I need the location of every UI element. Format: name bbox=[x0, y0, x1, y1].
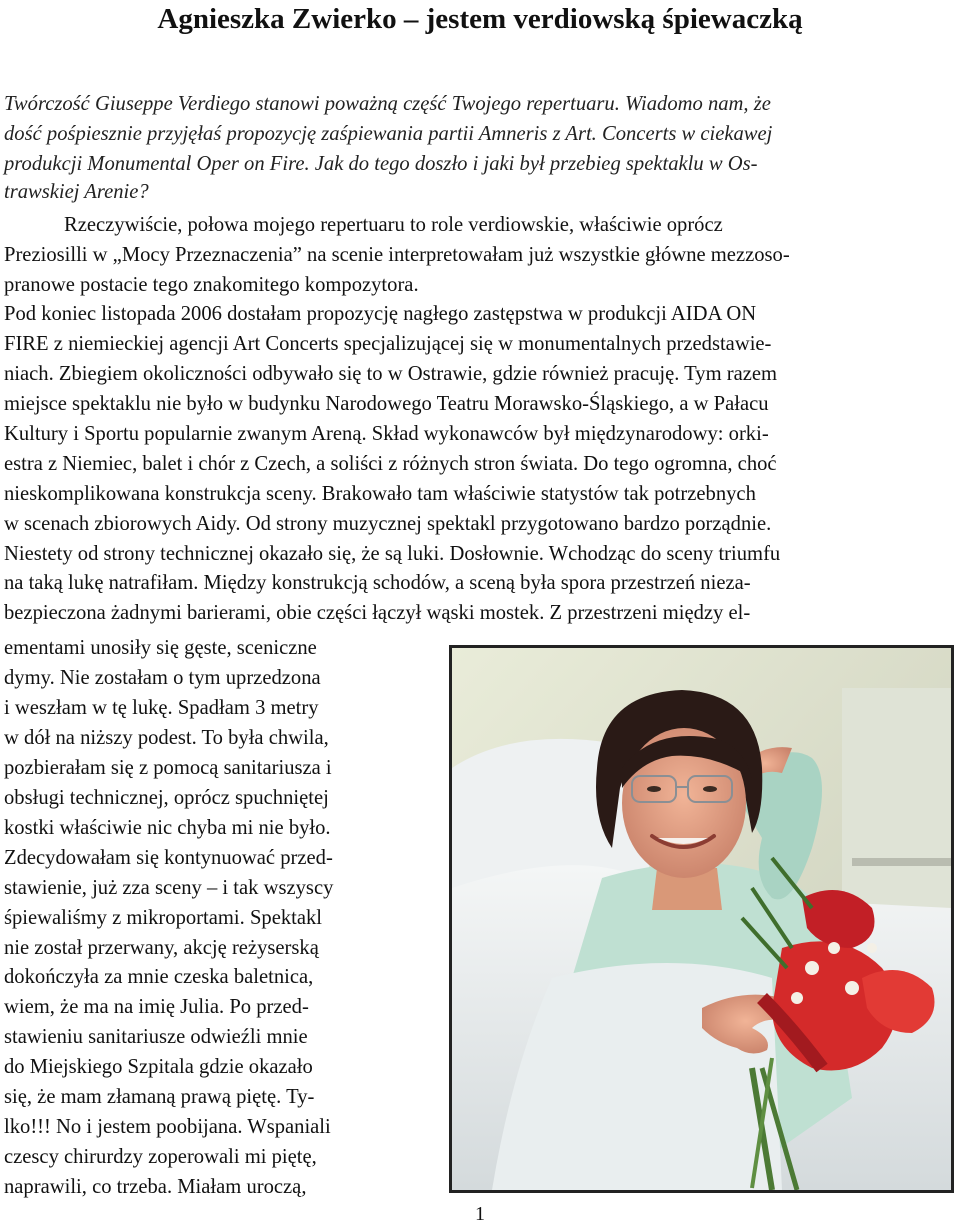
column-line: się, że mam złamaną prawą piętę. Ty- bbox=[4, 1086, 315, 1108]
column-line: stawienie, już zza sceny – i tak wszyscy bbox=[4, 877, 334, 899]
column-line: stawieniu sanitariusze odwieźli mnie bbox=[4, 1026, 308, 1048]
answer-line: Kultury i Sportu popularnie zwanym Areną. Skład wykonawców był międzynarodowy: orki- bbox=[4, 423, 769, 445]
photo-woman-in-hospital-bed bbox=[449, 645, 954, 1193]
column-line: śpiewaliśmy z mikroportami. Spektakl bbox=[4, 907, 323, 929]
answer-line: Pod koniec listopada 2006 dostałam propozycję nagłego zastępstwa w produkcji AIDA ON bbox=[4, 303, 757, 325]
answer-line: pranowe postacie tego znakomitego kompozytora. bbox=[4, 274, 419, 296]
column-line: w dół na niższy podest. To była chwila, bbox=[4, 727, 329, 749]
answer-line: miejsce spektaklu nie było w budynku Narodowego Teatru Morawsko-Śląskiego, a w Pałacu bbox=[4, 393, 769, 415]
column-line: kostki właściwie nic chyba mi nie było. bbox=[4, 817, 331, 839]
question-line: produkcji Monumental Oper on Fire. Jak do tego doszło i jaki był przebieg spektaklu w Os- bbox=[4, 153, 758, 175]
answer-line: estra z Niemiec, balet i chór z Czech, a soliści z różnych stron świata. Do tego ogromna, choć bbox=[4, 453, 777, 475]
answer-line: w scenach zbiorowych Aidy. Od strony muzycznej spektakl przygotowano bardzo porządnie. bbox=[4, 513, 772, 535]
column-line: Zdecydowałam się kontynuować przed- bbox=[4, 847, 333, 869]
answer-line: bezpieczona żadnymi barierami, obie części łączył wąski mostek. Z przestrzeni między el- bbox=[4, 602, 751, 624]
question-line: dość pośpiesznie przyjęłaś propozycję zaśpiewania partii Amneris z Art. Concerts w ciekawej bbox=[4, 123, 773, 145]
column-line: dokończyła za mnie czeska baletnica, bbox=[4, 966, 314, 988]
column-line: ementami unosiły się gęste, sceniczne bbox=[4, 637, 317, 659]
answer-line: na taką lukę natrafiłam. Między konstrukcją schodów, a sceną była spora przestrzeń nieza- bbox=[4, 572, 751, 594]
question-line: Twórczość Giuseppe Verdiego stanowi poważną część Twojego repertuaru. Wiadomo nam, że bbox=[4, 93, 771, 115]
column-line: pozbierałam się z pomocą sanitariusza i bbox=[4, 757, 332, 779]
page-number: 1 bbox=[475, 1203, 485, 1225]
column-line: nie został przerwany, akcję reżyserską bbox=[4, 937, 319, 959]
answer-line: Rzeczywiście, połowa mojego repertuaru to role verdiowskie, właściwie oprócz bbox=[64, 214, 723, 236]
article-title: Agnieszka Zwierko – jestem verdiowską śpiewaczką bbox=[157, 3, 803, 35]
answer-line: Preziosilli w „Mocy Przeznaczenia” na scenie interpretowałam już wszystkie główne mezzoso- bbox=[4, 244, 790, 266]
column-line: wiem, że ma na imię Julia. Po przed- bbox=[4, 996, 309, 1018]
column-line: dymy. Nie zostałam o tym uprzedzona bbox=[4, 667, 321, 689]
answer-line: niach. Zbiegiem okoliczności odbywało się to w Ostrawie, gdzie również pracuję. Tym razem bbox=[4, 363, 778, 385]
column-line: do Miejskiego Szpitala gdzie okazało bbox=[4, 1056, 313, 1078]
answer-line: Niestety od strony technicznej okazało się, że są luki. Dosłownie. Wchodząc do sceny triumfu bbox=[4, 543, 781, 565]
photo-illustration bbox=[452, 648, 951, 1190]
column-line: lko!!! No i jestem poobijana. Wspaniali bbox=[4, 1116, 331, 1138]
column-line: naprawili, co trzeba. Miałam uroczą, bbox=[4, 1176, 307, 1198]
answer-line: nieskomplikowana konstrukcja sceny. Brakowało tam właściwie statystów tak potrzebnych bbox=[4, 483, 756, 505]
answer-line: FIRE z niemieckiej agencji Art Concerts specjalizującej się w monumentalnych przedstawie- bbox=[4, 333, 772, 355]
question-line: trawskiej Arenie? bbox=[4, 181, 149, 203]
column-line: i weszłam w tę lukę. Spadłam 3 metry bbox=[4, 697, 319, 719]
column-line: czescy chirurdzy zoperowali mi piętę, bbox=[4, 1146, 317, 1168]
column-line: obsługi technicznej, oprócz spuchniętej bbox=[4, 787, 329, 809]
